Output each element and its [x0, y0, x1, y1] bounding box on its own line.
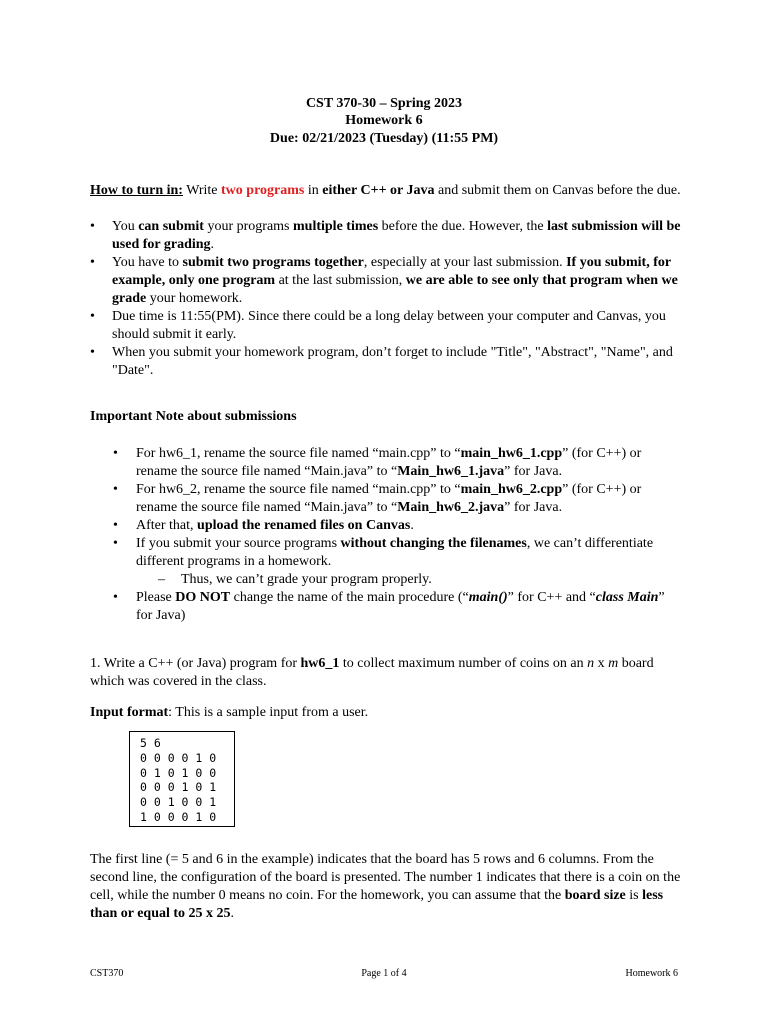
bullet-icon: •: [113, 590, 118, 605]
text: and submit them on Canvas before the due.: [434, 183, 681, 198]
heading: Important Note about submissions: [90, 409, 297, 424]
text: After that,: [136, 518, 198, 533]
language-emphasis: either C++ or Java: [322, 183, 435, 198]
text: x: [594, 656, 609, 671]
text: before the due. However, the: [378, 219, 548, 234]
list-item: [90, 344, 690, 380]
text: to collect maximum number of coins on an: [339, 656, 588, 671]
emphasis: If you submit, for example, only one program: [112, 255, 671, 288]
text: your homework.: [146, 291, 243, 306]
text: You have to: [112, 255, 183, 270]
turn-in-label: How to turn in:: [90, 183, 183, 198]
variable: m: [608, 656, 619, 671]
input-format-line: [90, 704, 690, 722]
explanation-paragraph: [90, 851, 690, 923]
emphasis: without changing the filenames: [340, 536, 527, 551]
text: Please: [136, 590, 176, 605]
text: board which was covered in the class.: [90, 656, 654, 689]
text: .: [210, 237, 215, 252]
bullet-icon: •: [90, 255, 95, 270]
emphasis: multiple times: [293, 219, 379, 234]
text: The first line (= 5 and 6 in the example) indicates that the board has 5 rows and 6 columns. From the second line, the configuration of the board is presented. The number 1 indicates that there is a coin on the cell, while the number 0 means no coin. For the homework, you can assume that the: [90, 852, 681, 903]
text: in: [304, 183, 323, 198]
bullet-icon: •: [113, 482, 118, 497]
filename: main_hw6_2.cpp: [460, 482, 563, 497]
emphasis: board size: [564, 888, 626, 903]
emphasis: last submission will be used for grading: [112, 219, 681, 252]
code-term: class Main: [595, 590, 659, 605]
list-item: [113, 481, 683, 517]
important-note-list: [113, 445, 683, 625]
emphasis: submit two programs together: [182, 255, 364, 270]
due-date: Due: 02/21/2023 (Tuesday) (11:55 PM): [269, 131, 499, 146]
sample-input-box: 5 6 0 0 0 0 1 0 0 1 0 1 0 0 0 0 0 1 0 1 0 0 1 0 0 1 1 0 0 0 1 0: [129, 731, 235, 827]
filename: Main_hw6_1.java: [397, 464, 505, 479]
bullet-icon: •: [113, 536, 118, 551]
variable: n: [587, 656, 595, 671]
text: ” for Java): [136, 590, 665, 623]
problem-1-statement: [90, 655, 690, 691]
text: is: [625, 888, 643, 903]
bullet-icon: •: [90, 219, 95, 234]
text: ” (for C++) or rename the source file named “Main.java” to “: [136, 482, 642, 515]
text: Thus, we can’t grade your program properly.: [181, 572, 432, 587]
text: For hw6_2, rename the source file named “main.cpp” to “: [136, 482, 461, 497]
list-item: [113, 589, 683, 625]
text: You: [112, 219, 139, 234]
filename: Main_hw6_2.java: [397, 500, 505, 515]
text: ” for Java.: [504, 500, 563, 515]
bullet-icon: •: [113, 446, 118, 461]
sub-list-item: [113, 571, 683, 589]
list-item: [113, 517, 683, 535]
list-item: [90, 254, 690, 308]
code-term: main(): [468, 590, 508, 605]
emphasis: can submit: [138, 219, 204, 234]
emphasis: DO NOT: [175, 590, 231, 605]
text: , we can’t differentiate different programs in a homework.: [136, 536, 654, 569]
text: Due time is 11:55(PM). Since there could be a long delay between your computer and Canvas, you should submit it early.: [112, 309, 666, 342]
text: your programs: [203, 219, 293, 234]
course-title: CST 370-30 – Spring 2023: [305, 96, 463, 111]
text: .: [410, 518, 414, 533]
list-item: [113, 445, 683, 481]
text: ” for Java.: [504, 464, 563, 479]
emphasis: less than or equal to 25 x 25: [90, 888, 664, 921]
bullet-icon: •: [90, 309, 95, 324]
turn-in-paragraph: [90, 182, 690, 200]
dash-icon: –: [158, 572, 165, 587]
filename: main_hw6_1.cpp: [460, 446, 563, 461]
emphasis: we are able to see only that program when we grade: [112, 273, 678, 306]
text: ” (for C++) or rename the source file named “Main.java” to “: [136, 446, 642, 479]
footer-page-number: Page 1 of 4: [361, 968, 407, 979]
bullet-icon: •: [90, 345, 95, 360]
two-programs-highlight: two programs: [221, 183, 305, 198]
footer-left: CST370: [90, 968, 124, 979]
text: If you submit your source programs: [136, 536, 341, 551]
list-item: [113, 535, 683, 571]
submission-rules-list: [90, 218, 690, 380]
text: at the last submission,: [275, 273, 406, 288]
program-name: hw6_1: [300, 656, 340, 671]
homework-title: Homework 6: [345, 113, 423, 128]
text: 1. Write a C++ (or Java) program for: [90, 656, 301, 671]
text: , especially at your last submission.: [363, 255, 567, 270]
bullet-icon: •: [113, 518, 118, 533]
list-item: [90, 218, 690, 254]
label: Input format: [90, 705, 169, 720]
list-item: [90, 308, 690, 344]
footer-right: Homework 6: [625, 968, 678, 979]
text: : This is a sample input from a user.: [168, 705, 369, 720]
text: When you submit your homework program, don’t forget to include "Title", "Abstract", "Name", and "Date".: [112, 345, 673, 378]
text: .: [230, 906, 235, 921]
text: change the name of the main procedure (“: [230, 590, 469, 605]
text: Write: [182, 183, 222, 198]
text: ” for C++ and “: [507, 590, 596, 605]
text: For hw6_1, rename the source file named “main.cpp” to “: [136, 446, 461, 461]
important-note-heading: [90, 408, 690, 426]
emphasis: upload the renamed files on Canvas: [197, 518, 411, 533]
